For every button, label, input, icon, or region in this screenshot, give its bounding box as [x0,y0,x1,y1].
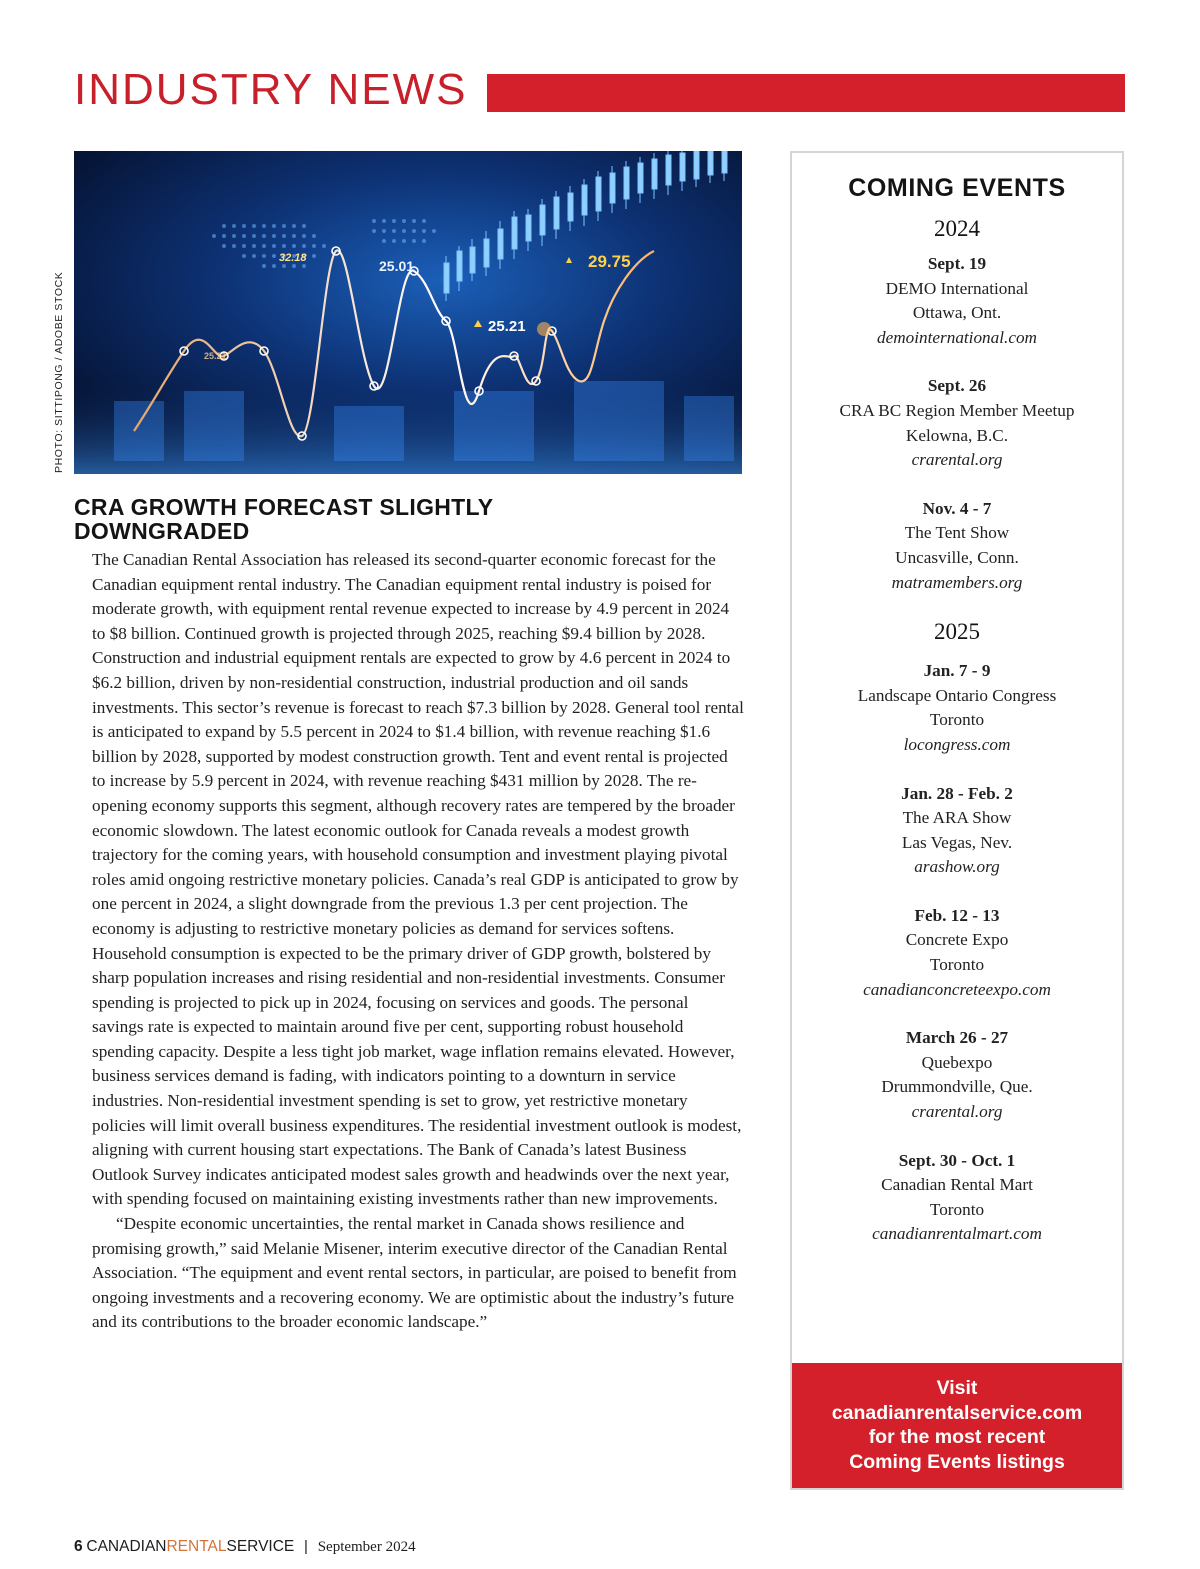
event-name: Concrete Expo [905,930,1009,950]
event-item [792,782,1122,880]
event-date: Nov. 4 - 7 [922,498,992,518]
event-location: Toronto [929,955,985,975]
article-paragraph: The Canadian Rental Association has released its second-quarter economic forecast for the Canadian equipment rental industry. The Canadian equipment rental industry is poised for moderate growth, with equipment rental revenue expected to increase by 4.9 percent in 2024 to $8 billion. Continued growth is projected through 2025, reaching $9.4 billion by 2028. Construction and industrial equipment rentals are expected to grow by 4.6 percent in 2024 to $6.2 billion, driven by non-residential construction, industrial production and oil sands investments. This sector’s revenue is forecast to reach $7.3 billion by 2028. General tool rental is anticipated to expand by 5.5 percent in 2024 to $1.4 billion, with revenue reaching $1.6 billion by 2028, supported by modest construction growth. Tent and event rental is projected to increase by 5.9 percent in 2024, with revenue reaching $431 million by 2028. The re-opening economy supports this segment, although recovery rates are tempered by the broader economic slowdown. The latest economic outlook for Canada reveals a modest growth trajectory for the coming years, with household consumption and investment playing pivotal roles amid ongoing restrictive monetary policies. Canada’s real GDP is anticipated to grow by one percent in 2024, a slight downgrade from the previous 1.3 per cent projection. The economy is adjusting to restrictive monetary policies as demand for services softens. Household consumption is expected to be the primary driver of GDP growth, bolstered by sharp population increases and rising residential and non-residential investments. Consumer spending is projected to pick up in 2024, focusing on services and goods. The personal savings rate is expected to maintain around five per cent, supporting robust household spending capacity. Despite a less tight job market, wage inflation remains elevated. However, business services demand is fading, with indicators pointing to a downturn in service industries. Non-residential investment spending is set to grow, yet restrictive monetary policies will limit overall business expenditures. The residential investment outlook is modest, aligning with current housing start expectations. The Bank of Canada’s latest Business Outlook Survey indicates anticipated modest sales growth and headwinds over the next year, with spending focused on maintaining existing investments rather than new improvements. [92,550,744,1209]
photo-credit: PHOTO: SITTIPONG / ADOBE STOCK [53,271,65,473]
coming-events-sidebar [790,151,1124,1490]
event-name: Landscape Ontario Congress [857,685,1057,705]
article-quote-paragraph: “Despite economic uncertainties, the rental market in Canada shows resilience and promising growth,” said Melanie Misener, interim executive director of the Canadian Rental Association. “The equipment and event rental sectors, in particular, are poised to benefit from ongoing investments and a recovering economy. We are optimistic about the industry’s future and its contributions to the broader economic landscape.” [92,1214,737,1332]
event-name: Canadian Rental Mart [881,1175,1033,1195]
event-website-link[interactable]: canadianconcreteexpo.com [863,979,1051,999]
issue-date: September 2024 [317,1539,416,1555]
event-location: Ottawa, Ont. [912,303,1002,323]
photo-label-2: 25.01 [379,258,415,274]
event-location: Drummondville, Que. [881,1077,1033,1097]
event-website-link[interactable]: canadianrentalmart.com [872,1224,1042,1244]
page-number: 6 [74,1538,83,1555]
cta-website-link[interactable]: canadianrentalservice.com [831,1401,1083,1424]
event-location: Toronto [929,710,985,730]
brand-part-rental: RENTAL [166,1538,227,1555]
year-heading: 2024 [934,216,980,241]
event-date: Sept. 30 - Oct. 1 [898,1150,1016,1170]
article-body [92,548,744,1335]
event-item [792,1149,1122,1247]
visit-website-banner[interactable] [792,1363,1122,1488]
brand-part-canadian: CANADIAN [86,1538,167,1555]
article-photo [74,151,742,474]
event-name: DEMO International [885,278,1029,298]
cta-line-3: for the most recent [868,1426,1046,1449]
event-name: The Tent Show [904,523,1010,543]
footer-separator: | [304,1538,308,1555]
event-website-link[interactable]: matramembers.org [891,572,1023,592]
event-item [792,659,1122,757]
event-date: March 26 - 27 [905,1028,1009,1048]
event-date: Jan. 7 - 9 [923,661,991,681]
brand-part-service: SERVICE [226,1538,295,1555]
event-location: Uncasville, Conn. [895,547,1019,567]
article-headline: CRA GROWTH FORECAST SLIGHTLY DOWNGRADED [74,494,493,544]
photo-label-3: 29.75 [588,252,631,271]
event-date: Sept. 19 [927,254,987,273]
event-website-link[interactable]: locongress.com [903,734,1011,754]
event-date: Jan. 28 - Feb. 2 [901,783,1013,803]
photo-label-4: 25.21 [488,318,526,335]
event-item [792,497,1122,595]
photo-label-5: 25.21 [204,351,227,361]
event-item [792,374,1122,472]
event-location: Toronto [929,1199,985,1219]
event-website-link[interactable]: arashow.org [914,857,1000,877]
event-location: Kelowna, B.C. [905,425,1009,445]
event-name: CRA BC Region Member Meetup [839,400,1075,420]
section-title-bar [487,74,1125,112]
year-heading: 2025 [934,619,980,645]
coming-events-title: COMING EVENTS [848,174,1066,202]
cta-line-1: Visit [936,1377,978,1399]
cta-line-4: Coming Events listings [849,1450,1065,1473]
event-item [792,252,1122,350]
page-footer [74,1538,416,1556]
event-date: Sept. 26 [927,376,987,396]
section-title: INDUSTRY NEWS [74,65,468,114]
event-website-link[interactable]: demointernational.com [877,327,1037,347]
event-location: Las Vegas, Nev. [901,832,1013,852]
event-item [792,1026,1122,1124]
stock-chart-illustration [74,151,742,474]
event-date: Feb. 12 - 13 [914,905,1000,925]
photo-label-1: 32.18 [279,252,307,264]
event-name: Quebexpo [921,1052,993,1072]
event-website-link[interactable]: crarental.org [911,1102,1003,1122]
event-item [792,904,1122,1002]
event-website-link[interactable]: crarental.org [911,450,1003,470]
event-name: The ARA Show [902,808,1012,828]
